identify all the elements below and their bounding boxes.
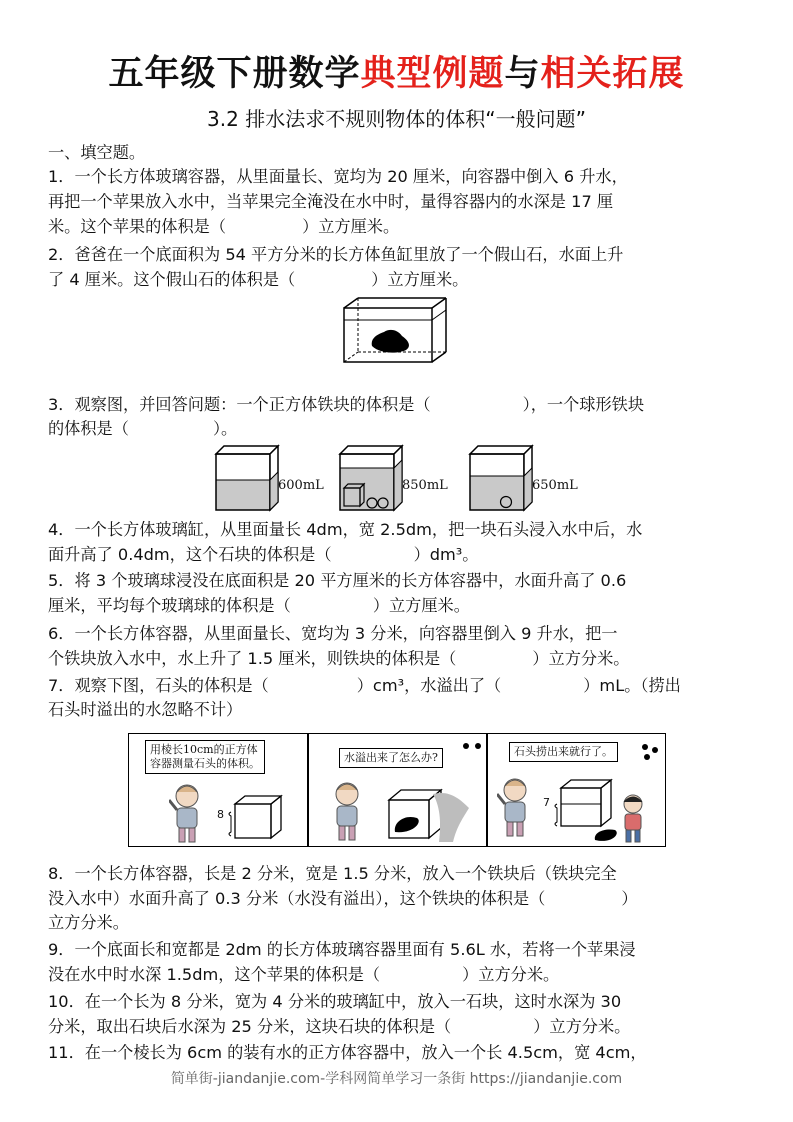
- boy-figure-3: [497, 779, 526, 836]
- q10-line1: 10．在一个长为 8 分米，宽为 4 分米的玻璃缸中，放入一石块，这时水深为 30: [48, 992, 622, 1011]
- page-footer: 简单街-jiandanjie.com-学科网简单学习一条街 https://jiandanjie.com: [170, 1071, 623, 1087]
- section-heading: 一、填空题。: [48, 143, 146, 162]
- q6-text-b: ）立方分米。: [532, 649, 630, 668]
- depth-label-7: 7: [543, 796, 550, 809]
- stone-shape: [395, 817, 419, 832]
- q7-line1: [48, 674, 681, 698]
- q3-text-c: 的体积是（: [48, 419, 129, 438]
- q2-text-b: ）立方厘米。: [371, 270, 469, 289]
- fish-tank-figure: [340, 296, 450, 364]
- q6-line1: 6．一个长方体容器，从里面量长、宽均为 3 分米，向容器里倒入 9 升水，把一: [48, 624, 618, 643]
- q8-line1: 8．一个长方体容器，长是 2 分米，宽是 1.5 分米，放入一个铁块后（铁块完全: [48, 864, 617, 883]
- title-part1: 五年级下册数学: [108, 54, 361, 94]
- q3-text-a: 3．观察图，并回答问题：一个正方体铁块的体积是（: [48, 395, 431, 414]
- title-part4: 相关拓展: [540, 54, 685, 94]
- q4-text-b: ）dm³。: [413, 545, 479, 564]
- q5-text-a: 厘米，平均每个玻璃球的体积是（: [48, 596, 291, 615]
- label-650ml: 650mL: [532, 478, 578, 493]
- q7-text-c: ）mL。（捞出: [583, 676, 681, 695]
- cube-container-2: [389, 790, 469, 842]
- comic-panel-1: [128, 733, 308, 847]
- thought-dots-2: [461, 740, 485, 752]
- bubble1-line2: 容器测量石头的体积。: [150, 757, 260, 770]
- thought-dots-3: [637, 742, 661, 762]
- boy-figure-2: [336, 783, 358, 840]
- q1-text-a: 米。这个苹果的体积是（: [48, 217, 227, 236]
- q3-text-b: ），一个球形铁块: [522, 395, 645, 414]
- title-part3: 与: [504, 54, 541, 94]
- q10-text-b: ）立方分米。: [533, 1017, 631, 1036]
- q3-line2: [48, 417, 237, 441]
- title-part2: 典型例题: [360, 54, 505, 94]
- panel2-scene: [329, 778, 479, 844]
- boy-figure-4: [624, 795, 642, 842]
- overflow-water: [433, 793, 469, 842]
- q2-text-a: 了 4 厘米。这个假山石的体积是（: [48, 270, 296, 289]
- q6-text-a: 个铁块放入水中，水上升了 1.5 厘米，则铁块的体积是（: [48, 649, 457, 668]
- speech-bubble-2: 水溢出来了怎么办?: [339, 748, 443, 768]
- page-title: [0, 48, 793, 100]
- page-subtitle: 3.2 排水法求不规则物体的体积“一般问题”: [207, 107, 586, 131]
- q5-line1: 5．将 3 个玻璃球浸没在底面积是 20 平方厘米的长方体容器中，水面升高了 0.6: [48, 571, 627, 590]
- q5-text-b: ）立方厘米。: [372, 596, 470, 615]
- q4-line1: 4．一个长方体玻璃缸，从里面量长 4dm，宽 2.5dm，把一块石头浸入水中后，水: [48, 520, 643, 539]
- stone-shape-2: [595, 829, 617, 840]
- q1-line2: 再把一个苹果放入水中，当苹果完全淹没在水中时，量得容器内的水深是 17 厘: [48, 192, 614, 211]
- q3-line1: [48, 393, 644, 417]
- q7-text-a: 7．观察下图，石头的体积是（: [48, 676, 269, 695]
- q7-text-b: ）cm³，水溢出了（: [356, 676, 502, 695]
- q8-text-a: 没入水中）水面升高了 0.3 分米（水没有溢出），这个铁块的体积是（: [48, 889, 546, 908]
- q1-line1: 1．一个长方体玻璃容器，从里面量长、宽均为 20 厘米，向容器中倒入 6 升水，: [48, 167, 628, 186]
- label-850ml: 850mL: [402, 478, 448, 493]
- q9-text-a: 没在水中时水深 1.5dm，这个苹果的体积是（: [48, 965, 381, 984]
- q7-line2: 石头时溢出的水忽略不计）: [48, 700, 243, 719]
- boy-figure-1: [169, 785, 198, 842]
- label-600ml: 600mL: [278, 478, 324, 493]
- q8-line2: [48, 887, 638, 911]
- q11-line1: 11．在一个棱长为 6cm 的装有水的正方体容器中，放入一个长 4.5cm，宽 4cm，: [48, 1043, 647, 1062]
- q9-line1: 9．一个底面长和宽都是 2dm 的长方体玻璃容器里面有 5.6L 水，若将一个苹果浸: [48, 940, 636, 959]
- q10-text-a: 分米，取出石块后水深为 25 分米，这块石块的体积是（: [48, 1017, 452, 1036]
- depth-label-8: 8: [217, 808, 224, 821]
- panel1-scene: [169, 780, 289, 844]
- q2-line2: [48, 268, 468, 292]
- q9-text-b: ）立方分米。: [462, 965, 560, 984]
- q9-line2: [48, 963, 559, 987]
- container-600ml: [214, 444, 282, 512]
- cube-container-1: [229, 796, 281, 838]
- bubble1-line1: 用棱长10cm的正方体: [150, 743, 258, 756]
- rock-shape: [372, 330, 409, 353]
- q4-text-a: 面升高了 0.4dm，这个石块的体积是（: [48, 545, 332, 564]
- speech-bubble-1: [145, 740, 265, 774]
- q5-line2: [48, 594, 470, 618]
- q10-line2: [48, 1015, 630, 1039]
- q3-text-d: ）。: [212, 419, 238, 438]
- speech-bubble-3: 石头捞出来就行了。: [509, 742, 618, 762]
- q4-line2: [48, 543, 478, 567]
- q8-text-b: ）: [621, 889, 638, 908]
- q8-line3: 立方分米。: [48, 913, 129, 932]
- container-850ml: [338, 444, 406, 512]
- q6-line2: [48, 647, 629, 671]
- comic-panel-3: [486, 733, 666, 847]
- q1-text-b: ）立方厘米。: [302, 217, 400, 236]
- panel3-scene: [497, 770, 663, 844]
- cube-container-3: [555, 780, 611, 826]
- q2-line1: 2．爸爸在一个底面积为 54 平方分米的长方体鱼缸里放了一个假山石，水面上升: [48, 245, 624, 264]
- container-650ml: [468, 444, 536, 512]
- q1-line3: [48, 215, 399, 239]
- comic-panel-2: [308, 733, 488, 847]
